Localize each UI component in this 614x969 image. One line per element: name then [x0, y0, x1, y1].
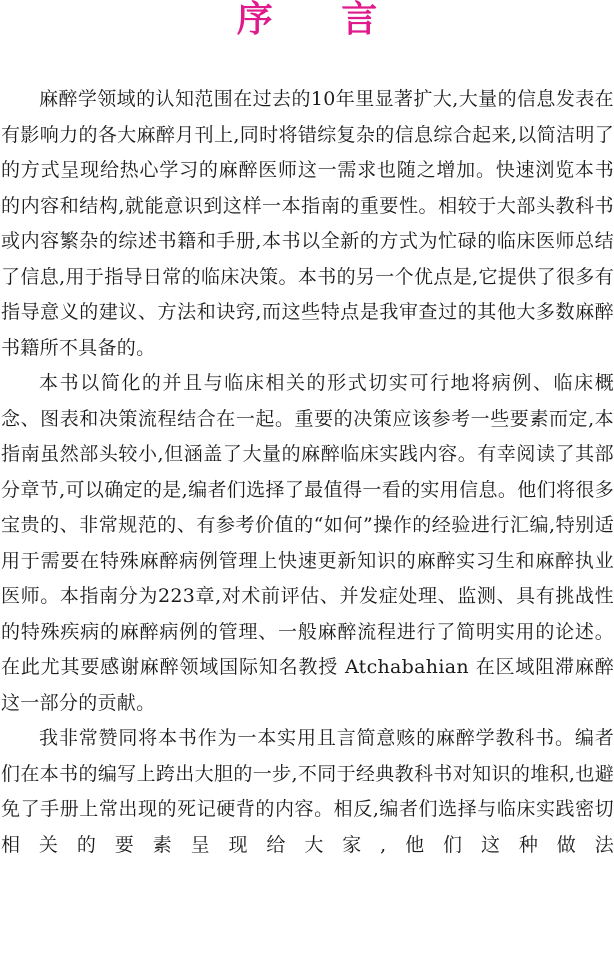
paragraph-3: 我非常赞同将本书作为一本实用且言简意赅的麻醉学教科书。编者们在本书的编写上跨出大胆的一步,不同于经典教科书对知识的堆积,也避免了手册上常出现的死记硬背的内容。相反,编者们选择与临床实践密切相关的要素呈现给大家,他们这种做法: [1, 727, 614, 856]
page-title: 序 言: [236, 0, 406, 40]
paragraph-2: 本书以简化的并且与临床相关的形式切实可行地将病例、临床概念、图表和决策流程结合在一起。重要的决策应该参考一些要素而定,本指南虽然部头较小,但涵盖了大量的麻醉临床实践内容。有幸阅读了其部分章节,可以确定的是,编者们选择了最值得一看的实用信息。他们将很多宝贵的、非常规范的、有参考价值的“如何”操作的经验进行汇编,特别适用于需要在特殊麻醉病例管理上快速更新知识的麻醉实习生和麻醉执业医师。本指南分为223章,对术前评估、并发症处理、监测、具有挑战性的特殊疾病的麻醉病例的管理、一般麻醉流程进行了简明实用的论述。在此尤其要感谢麻醉领域国际知名教授 Atchabahian 在区域阻滞麻醉这一部分的贡献。: [1, 372, 614, 714]
paragraph-1: 麻醉学领域的认知范围在过去的10年里显著扩大,大量的信息发表在有影响力的各大麻醉月刊上,同时将错综复杂的信息综合起来,以简洁明了的方式呈现给热心学习的麻醉医师这一需求也随之增加。快速浏览本书的内容和结构,就能意识到这样一本指南的重要性。相较于大部头教科书或内容繁杂的综述书籍和手册,本书以全新的方式为忙碌的临床医师总结了信息,用于指导日常的临床决策。本书的另一个优点是,它提供了很多有指导意义的建议、方法和诀窍,而这些特点是我审查过的其他大多数麻醉书籍所不具备的。: [1, 88, 614, 359]
preface-body: [1, 82, 614, 863]
